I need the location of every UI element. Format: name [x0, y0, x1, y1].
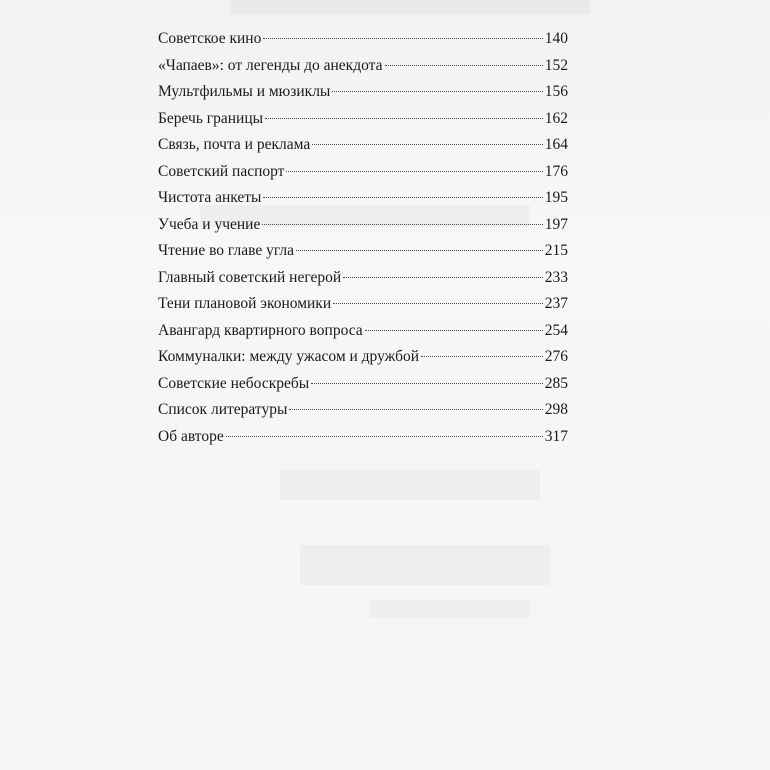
toc-entry-title: «Чапаев»: от легенды до анекдота: [158, 56, 383, 74]
toc-entry-title: Беречь границы: [158, 109, 264, 127]
toc-entry-title: Авангард квартирного вопроса: [158, 321, 363, 339]
toc-entry-page: 233: [544, 268, 568, 286]
toc-entry: [158, 397, 568, 424]
dot-leader: [332, 91, 542, 92]
dot-leader: [333, 303, 543, 304]
toc-entry-title: Связь, почта и реклама: [158, 136, 311, 153]
toc-entry: [158, 106, 568, 133]
toc-entry: [158, 424, 568, 451]
toc-entry-page: 317: [544, 427, 568, 445]
toc-entry-title: Чистота анкеты: [158, 189, 262, 206]
toc-entry-page: 197: [544, 215, 568, 233]
toc-entry-page: 237: [544, 295, 568, 312]
toc-entry-title: Советский паспорт: [158, 162, 285, 180]
toc-entry: [158, 185, 568, 212]
dot-leader: [311, 383, 543, 384]
dot-leader: [265, 118, 543, 119]
toc-entry-title: Тени плановой экономики: [158, 295, 332, 312]
dot-leader: [263, 197, 542, 198]
toc-entry-title: Мультфильмы и мюзиклы: [158, 83, 331, 100]
dot-leader: [312, 144, 543, 145]
toc-entry-page: 276: [544, 348, 568, 365]
show-through-mark: [280, 470, 540, 500]
dot-leader: [385, 65, 543, 66]
toc-entry-page: 156: [544, 83, 568, 100]
dot-leader: [262, 224, 542, 225]
toc-entry-page: 162: [544, 109, 568, 127]
toc-entry-title: Советское кино: [158, 30, 262, 47]
toc-entry: [158, 318, 568, 345]
toc-entry-page: 152: [544, 56, 568, 74]
toc-entry: [158, 291, 568, 318]
show-through-mark: [370, 600, 530, 618]
toc-entry-title: Главный советский негерой: [158, 268, 342, 286]
toc-entry: [158, 212, 568, 239]
toc-entry-title: Советские небоскребы: [158, 374, 310, 392]
dot-leader: [289, 409, 542, 410]
toc-entry: [158, 132, 568, 159]
toc-entry: [158, 344, 568, 371]
toc-entry-page: 164: [544, 136, 568, 153]
toc-entry-title: Чтение во главе угла: [158, 242, 295, 259]
toc-entry-page: 176: [544, 162, 568, 180]
toc-entry: [158, 265, 568, 292]
toc-entry: [158, 371, 568, 398]
toc-entry: [158, 53, 568, 80]
toc-entry-page: 140: [544, 30, 568, 47]
dot-leader: [421, 356, 543, 357]
toc-entry-title: Список литературы: [158, 401, 288, 418]
show-through-mark: [230, 0, 590, 14]
dot-leader: [365, 330, 543, 331]
dot-leader: [343, 277, 543, 278]
toc-entry: [158, 238, 568, 265]
toc-entry-title: Об авторе: [158, 427, 224, 445]
dot-leader: [226, 436, 543, 437]
table-of-contents: [158, 26, 568, 450]
toc-entry-title: Учеба и учение: [158, 215, 261, 233]
toc-entry-page: 254: [544, 321, 568, 339]
toc-entry: [158, 79, 568, 106]
toc-entry-page: 298: [544, 401, 568, 418]
toc-entry: [158, 159, 568, 186]
dot-leader: [263, 38, 542, 39]
toc-entry-title: Коммуналки: между ужасом и дружбой: [158, 348, 420, 365]
toc-entry-page: 285: [544, 374, 568, 392]
dot-leader: [286, 171, 542, 172]
toc-entry-page: 195: [544, 189, 568, 206]
dot-leader: [296, 250, 543, 251]
show-through-mark: [300, 545, 550, 585]
toc-entry: [158, 26, 568, 53]
toc-entry-page: 215: [544, 242, 568, 259]
